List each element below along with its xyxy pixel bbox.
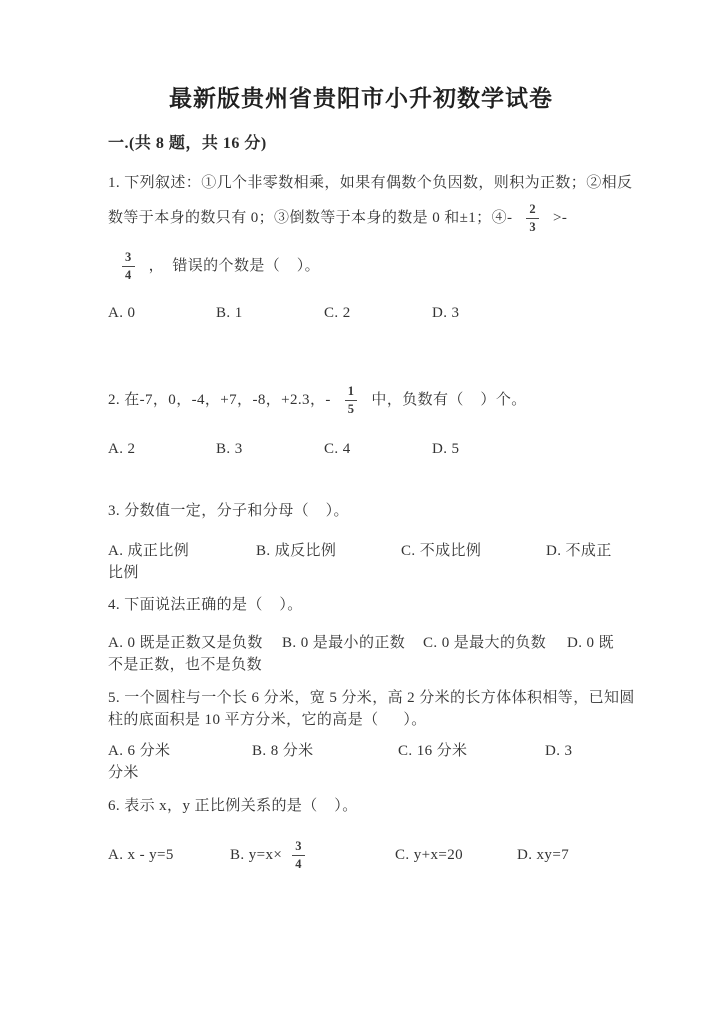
text-run: D. 3 [545, 743, 573, 759]
text-run: A. x - y=5 [108, 847, 174, 863]
text-run: 3. 分数值一定，分子和分母（ ）。 [108, 503, 349, 519]
text-run: C. 16 分米 [398, 743, 468, 759]
options-row [108, 302, 614, 324]
question-2 [108, 376, 614, 460]
text-run: B. 8 分米 [252, 743, 314, 759]
option [324, 302, 432, 324]
question-1 [108, 172, 633, 324]
questions-container [108, 172, 635, 879]
options-row [108, 831, 614, 879]
fraction-denominator: 4 [295, 856, 302, 871]
option [216, 302, 324, 324]
fraction [122, 250, 135, 282]
fraction [345, 384, 358, 416]
question-6 [108, 795, 614, 879]
option [324, 438, 432, 460]
text-run: D. 5 [432, 441, 460, 457]
option [567, 632, 614, 654]
option [545, 740, 614, 762]
options-row [108, 740, 614, 762]
text-run: 数等于本身的数只有 0；③倒数等于本身的数是 0 和±1；④- [108, 210, 513, 226]
fraction [292, 839, 305, 871]
fraction-numerator: 3 [292, 839, 305, 855]
option [256, 540, 401, 562]
option [423, 632, 567, 654]
text-run: B. 0 是最小的正数 [282, 635, 406, 651]
question-text-line [108, 194, 614, 242]
fraction-denominator: 4 [125, 267, 132, 282]
option [108, 740, 252, 762]
option [546, 540, 614, 562]
text-run: A. 0 既是正数又是负数 [108, 635, 263, 651]
option [252, 740, 398, 762]
section-heading: 一.(共 8 题，共 16 分) [108, 135, 267, 152]
question-text-line [108, 242, 614, 290]
fraction-numerator: 1 [345, 384, 358, 400]
text-run: A. 6 分米 [108, 743, 171, 759]
text-run: 1. 下列叙述：①几个非零数相乘，如果有偶数个负因数，则积为正数；②相反 [108, 175, 633, 191]
option [398, 740, 545, 762]
text-run: 柱的底面积是 10 平方分米，它的高是（ ）。 [108, 712, 427, 728]
text-run: 6. 表示 x，y 正比例关系的是（ ）。 [108, 798, 358, 814]
fraction-denominator: 3 [529, 219, 537, 234]
question-3 [108, 500, 614, 584]
option [216, 438, 324, 460]
option [395, 839, 517, 871]
fraction [526, 202, 539, 234]
text-run: B. 1 [216, 305, 243, 321]
question-text-line [108, 709, 614, 731]
text-run: C. 2 [324, 305, 351, 321]
question-text-line [108, 687, 635, 709]
text-run: C. 4 [324, 441, 351, 457]
page-title: 最新版贵州省贵阳市小升初数学试卷 [169, 86, 553, 111]
text-run: D. xy=7 [517, 847, 570, 863]
text-run: ， 错误的个数是（ ）。 [148, 258, 321, 274]
text-run: B. 成反比例 [256, 543, 337, 559]
option [517, 839, 614, 871]
text-run: C. 不成比例 [401, 543, 482, 559]
fraction-denominator: 5 [347, 401, 355, 416]
text-run: D. 0 既 [567, 635, 614, 651]
question-text-line [108, 500, 614, 522]
options-row [108, 632, 614, 654]
text-run: 中，负数有（ ）个。 [371, 392, 527, 408]
option [401, 540, 546, 562]
question-text-line [108, 795, 614, 817]
option [108, 540, 256, 562]
text-run: D. 不成正 [546, 543, 612, 559]
options-row [108, 438, 614, 460]
option [108, 839, 230, 871]
option [282, 632, 423, 654]
options-row [108, 540, 614, 562]
fraction-numerator: 3 [122, 250, 135, 266]
text-run: >- [553, 210, 568, 226]
option-wrap-line: 分米 [108, 765, 139, 781]
text-run: A. 0 [108, 305, 136, 321]
option [108, 632, 282, 654]
question-4 [108, 594, 614, 676]
question-text-line [108, 376, 614, 424]
option [230, 839, 395, 871]
option [432, 302, 614, 324]
text-run: 5. 一个圆柱与一个长 6 分米，宽 5 分米，高 2 分米的长方体体积相等，已知圆 [108, 690, 635, 706]
option [108, 302, 216, 324]
text-run: D. 3 [432, 305, 460, 321]
question-text-line [108, 172, 633, 194]
text-run: 2. 在-7，0，-4，+7，-8，+2.3，- [108, 392, 331, 408]
question-5 [108, 687, 635, 784]
question-text-line [108, 594, 614, 616]
option [108, 438, 216, 460]
text-run: 4. 下面说法正确的是（ ）。 [108, 597, 303, 613]
text-run: B. 3 [216, 441, 243, 457]
text-run: C. y+x=20 [395, 847, 464, 863]
text-run: A. 2 [108, 441, 136, 457]
option-wrap-line: 不是正数，也不是负数 [108, 657, 263, 673]
fraction-numerator: 2 [526, 202, 539, 218]
text-run: B. y=x× [230, 847, 283, 863]
text-run: A. 成正比例 [108, 543, 190, 559]
text-run: C. 0 是最大的负数 [423, 635, 547, 651]
option [432, 438, 614, 460]
option-wrap-line: 比例 [108, 565, 139, 581]
